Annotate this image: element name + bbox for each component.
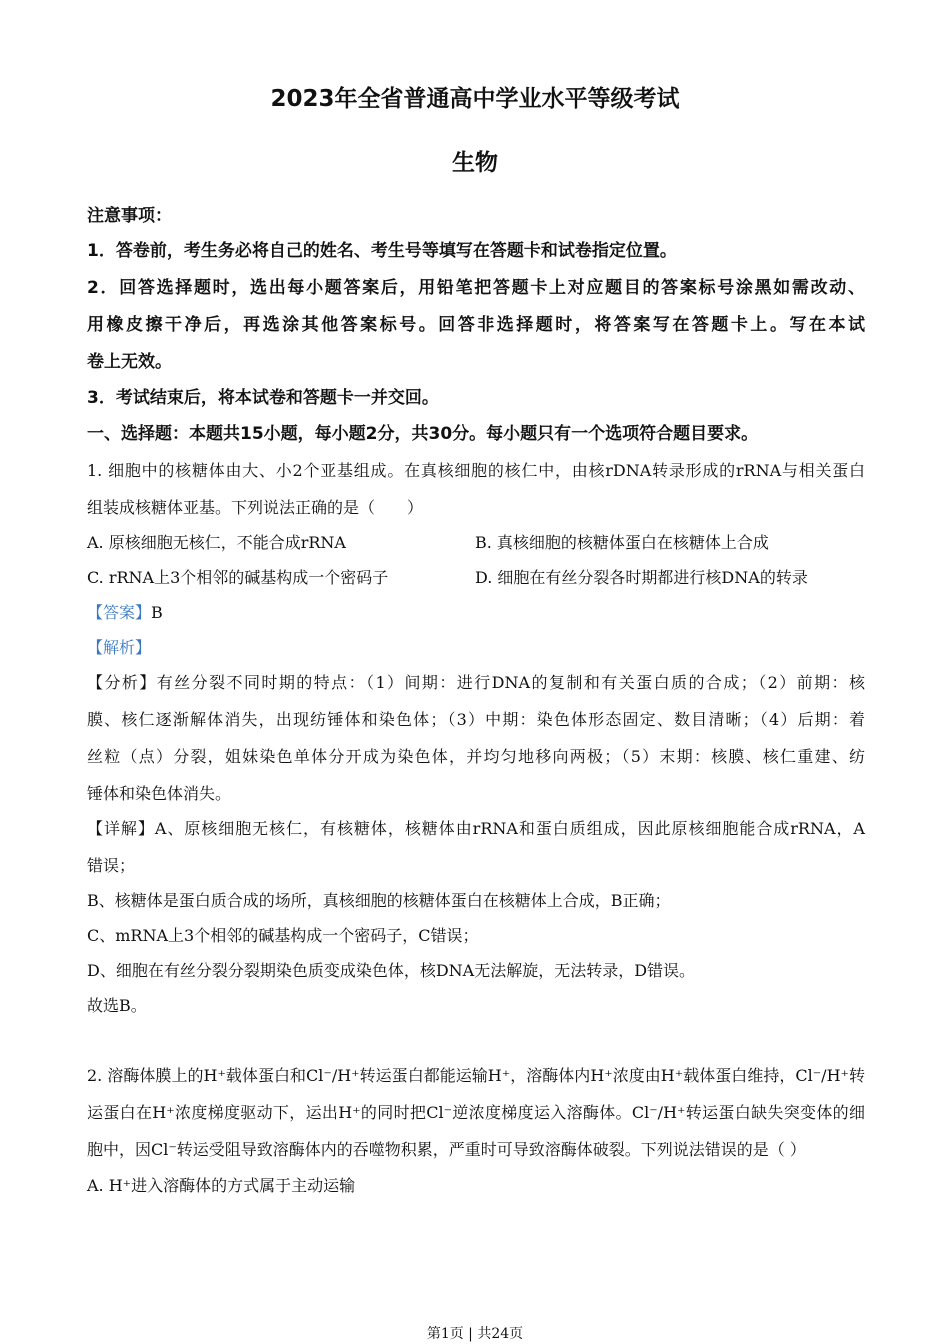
q1-option-a: A. 原核细胞无核仁，不能合成rRNA [87,533,346,552]
q1-stem: 1. 细胞中的核糖体由大、小2个亚基组成。在真核细胞的核仁中，由核rDNA转录形成的rRNA与相关蛋白 [87,461,865,480]
notice-item: 2．回答选择题时，选出每小题答案后，用铅笔把答题卡上对应题目的答案标号涂黑如需改动、 [87,278,865,298]
notice-item: 用橡皮擦干净后，再选涂其他答案标号。回答非选择题时，将答案写在答题卡上。写在本试 [87,315,865,335]
q1-stem: 组装成核糖体亚基。下列说法正确的是（ ） [87,498,424,517]
notice-heading: 注意事项： [87,206,172,226]
q2-stem: 胞中，因Cl⁻转运受阻导致溶酶体内的吞噬物积累，严重时可导致溶酶体破裂。下列说法错误的是（ ） [87,1140,806,1159]
notice-item: 1．答卷前，考生务必将自己的姓名、考生号等填写在答题卡和试卷指定位置。 [87,241,677,261]
page-footer: 第1页 | 共24页 [426,1326,524,1342]
analysis-label: 【解析】 [87,638,152,657]
q1-detail: B、核糖体是蛋白质合成的场所，真核细胞的核糖体蛋白在核糖体上合成，B正确； [87,891,671,910]
q1-analysis: 丝粒（点）分裂，姐妹染色单体分开成为染色体，并均匀地移向两极；（5）末期：核膜、核仁重建、纺 [87,747,865,766]
q2-option-a: A. H⁺进入溶酶体的方式属于主动运输 [87,1176,356,1195]
q2-stem: 运蛋白在H⁺浓度梯度驱动下，运出H⁺的同时把Cl⁻逆浓度梯度运入溶酶体。Cl⁻/H⁺转运蛋白缺失突变体的细 [87,1103,865,1122]
q1-answer [87,603,163,623]
q1-detail: 【详解】A、原核细胞无核仁，有核糖体，核糖体由rRNA和蛋白质组成，因此原核细胞能合成rRNA，A [87,819,865,838]
q1-detail: 错误； [87,856,136,875]
q1-detail: C、mRNA上3个相邻的碱基构成一个密码子，C错误； [87,926,479,945]
answer-value: B [151,603,163,622]
q1-detail: 故选B。 [87,996,147,1015]
q1-option-d: D. 细胞在有丝分裂各时期都进行核DNA的转录 [475,568,808,587]
subject-title: 生物 [452,150,498,176]
q1-analysis: 膜、核仁逐渐解体消失，出现纺锤体和染色体；（3）中期：染色体形态固定、数目清晰；（4）后期：着 [87,710,865,729]
q1-analysis: 锤体和染色体消失。 [87,784,232,803]
section-heading: 一、选择题：本题共15小题，每小题2分，共30分。每小题只有一个选项符合题目要求。 [87,424,759,444]
q1-option-b: B. 真核细胞的核糖体蛋白在核糖体上合成 [475,533,769,552]
notice-item: 卷上无效。 [87,352,172,372]
page-title: 2023年全省普通高中学业水平等级考试 [270,86,680,112]
notice-item: 3．考试结束后，将本试卷和答题卡一并交回。 [87,388,439,408]
q1-detail: D、细胞在有丝分裂分裂期染色质变成染色体，核DNA无法解旋，无法转录，D错误。 [87,961,696,980]
answer-label: 【答案】 [87,603,152,622]
q2-stem: 2. 溶酶体膜上的H⁺载体蛋白和Cl⁻/H⁺转运蛋白都能运输H⁺，溶酶体内H⁺浓度由H⁺载体蛋白维持，Cl⁻/H⁺转 [87,1066,865,1085]
q1-option-c: C. rRNA上3个相邻的碱基构成一个密码子 [87,568,389,587]
q1-analysis: 【分析】有丝分裂不同时期的特点：（1）间期：进行DNA的复制和有关蛋白质的合成；（2）前期：核 [87,673,865,692]
